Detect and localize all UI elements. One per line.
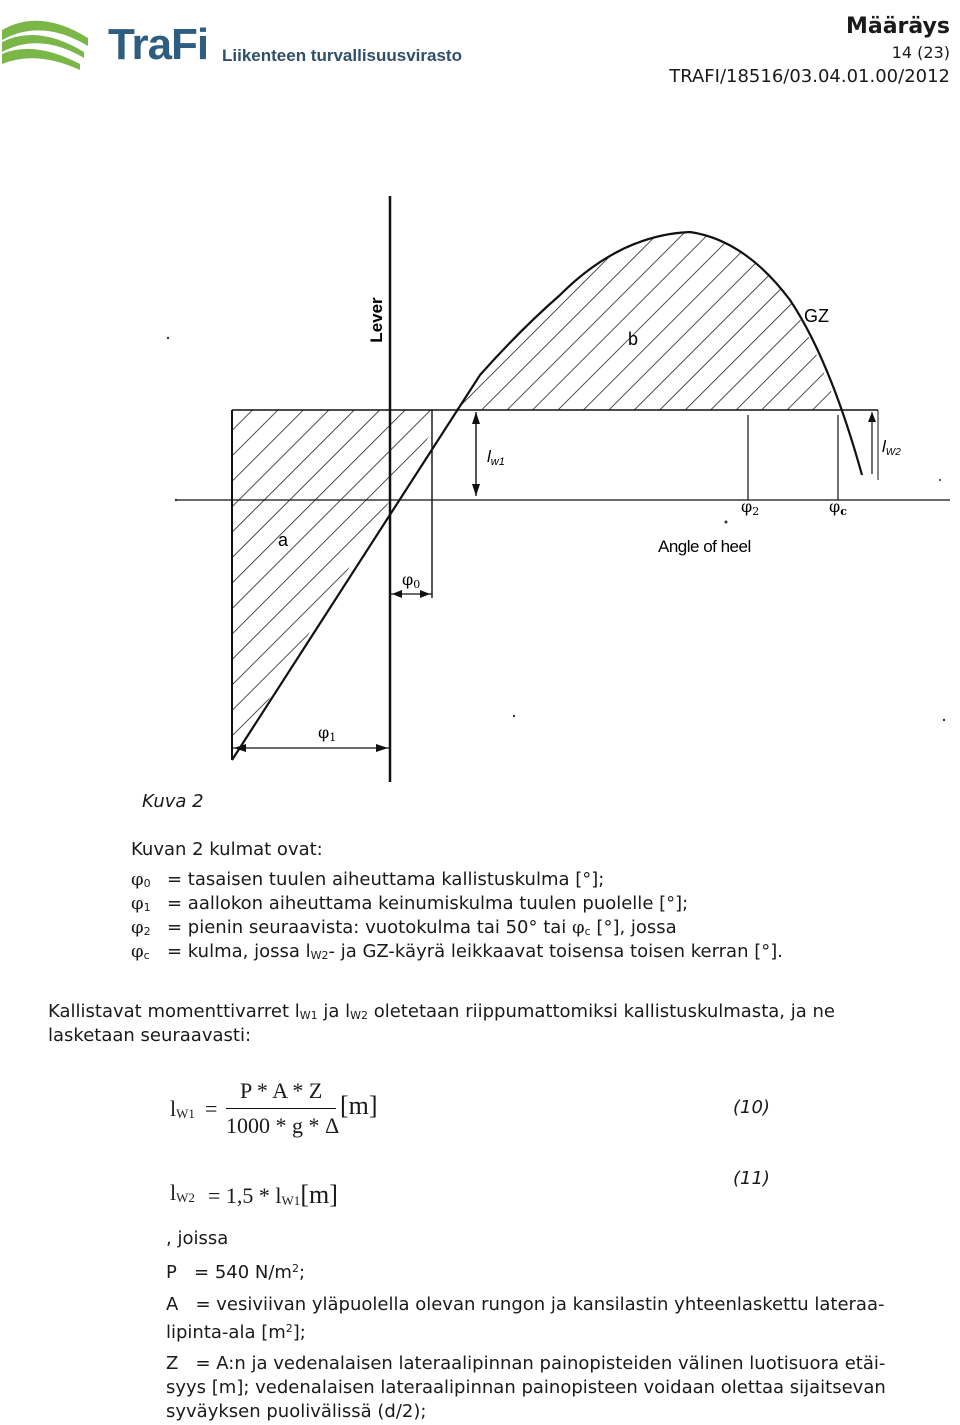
gz-curve-diagram xyxy=(0,180,960,790)
angle-def-phi1: $\varphi_1$ = aallokon aiheuttama keinumiskulma tuulen puolelle [°]; xyxy=(131,893,689,914)
definition-z-line-2: syys [m]; vedenalaisen lateraalipinnan painopisteen voidaan olettaa sijaitsevan xyxy=(166,1377,886,1398)
area-b-label: b xyxy=(628,329,639,349)
definition-z-line-1: Z = A:n ja vedenalaisen lateraalipinnan painopisteiden välinen luotisuora etäi- xyxy=(166,1353,886,1374)
document-type: Määräys xyxy=(845,14,950,39)
formula-10-fraction-bar xyxy=(226,1108,336,1109)
formula-11-lhs: $l_{W2}$ xyxy=(170,1180,195,1205)
angle-def-phi0: $\varphi_0$ = tasaisen tuulen aiheuttama kallistuskulma [°]; xyxy=(131,869,605,890)
formula-11-rhs: = $1,5 * l_{W1}[m]$ xyxy=(208,1180,338,1209)
page-number: 14 (23) xyxy=(891,43,950,62)
definition-p: P = 540 $N/m^2$; xyxy=(166,1262,306,1283)
definition-a-line-1: A = vesiviivan yläpuolella olevan rungon ja kansilastin yhteenlaskettu lateraa- xyxy=(166,1294,885,1315)
angles-intro: Kuvan 2 kulmat ovat: xyxy=(131,839,323,860)
joissa-text: , joissa xyxy=(166,1228,229,1249)
gz-label: GZ xyxy=(804,306,829,326)
paragraph-line-1: Kallistavat momenttivarret $l_{W1}$ ja $l_{W2}$ oletetaan riippumattomiksi kallistuskulmasta, ja ne xyxy=(48,1001,835,1022)
angle-def-phic: $\varphi_c$ = kulma, jossa $l_{W2}-$ ja GZ-käyrä leikkaavat toisensa toisen kerran [°]. xyxy=(131,941,783,962)
paragraph-line-2: lasketaan seuraavasti: xyxy=(48,1025,252,1046)
formula-10-eq: = xyxy=(205,1096,218,1121)
document-reference: TRAFI/18516/03.04.01.00/2012 xyxy=(669,66,950,87)
trafi-logo-swoosh-icon xyxy=(0,0,100,80)
phi0-label: φ0 xyxy=(402,570,421,591)
logo-wordmark: TraFi xyxy=(108,20,209,69)
figure-caption: Kuva 2 xyxy=(142,791,204,812)
lw2-label: lW2 xyxy=(882,437,901,458)
formula-11-number: (11) xyxy=(733,1168,770,1189)
angle-def-phi2: $\varphi_2$ = pienin seuraavista: vuotokulma tai 50° tai $\varphi_c$ [°], jossa xyxy=(131,917,677,938)
x-axis-label: Angle of heel xyxy=(658,537,751,556)
phic-label: φc xyxy=(829,497,847,518)
formula-10-numerator: P * A * Z xyxy=(240,1078,323,1103)
area-b-hatch xyxy=(440,225,840,415)
phi1-label: φ1 xyxy=(318,723,337,744)
agency-name: Liikenteen turvallisuusvirasto xyxy=(222,46,462,65)
formula-10-lhs: $l_{W1}$ xyxy=(170,1096,195,1121)
lw1-label: lw1 xyxy=(487,447,505,468)
formula-10-denominator: 1000 * g * Δ xyxy=(226,1113,340,1138)
formula-10-number: (10) xyxy=(733,1097,770,1118)
definition-a-line-2: lipinta-ala $[m^2]$; xyxy=(166,1322,306,1343)
area-a-label: a xyxy=(278,530,289,550)
definition-z-line-3: syväyksen puolivälissä (d/2); xyxy=(166,1401,427,1422)
y-axis-label: Lever xyxy=(367,297,386,343)
phi2-label: φ2 xyxy=(741,497,760,518)
formula-10-unit: [m] xyxy=(340,1091,378,1120)
